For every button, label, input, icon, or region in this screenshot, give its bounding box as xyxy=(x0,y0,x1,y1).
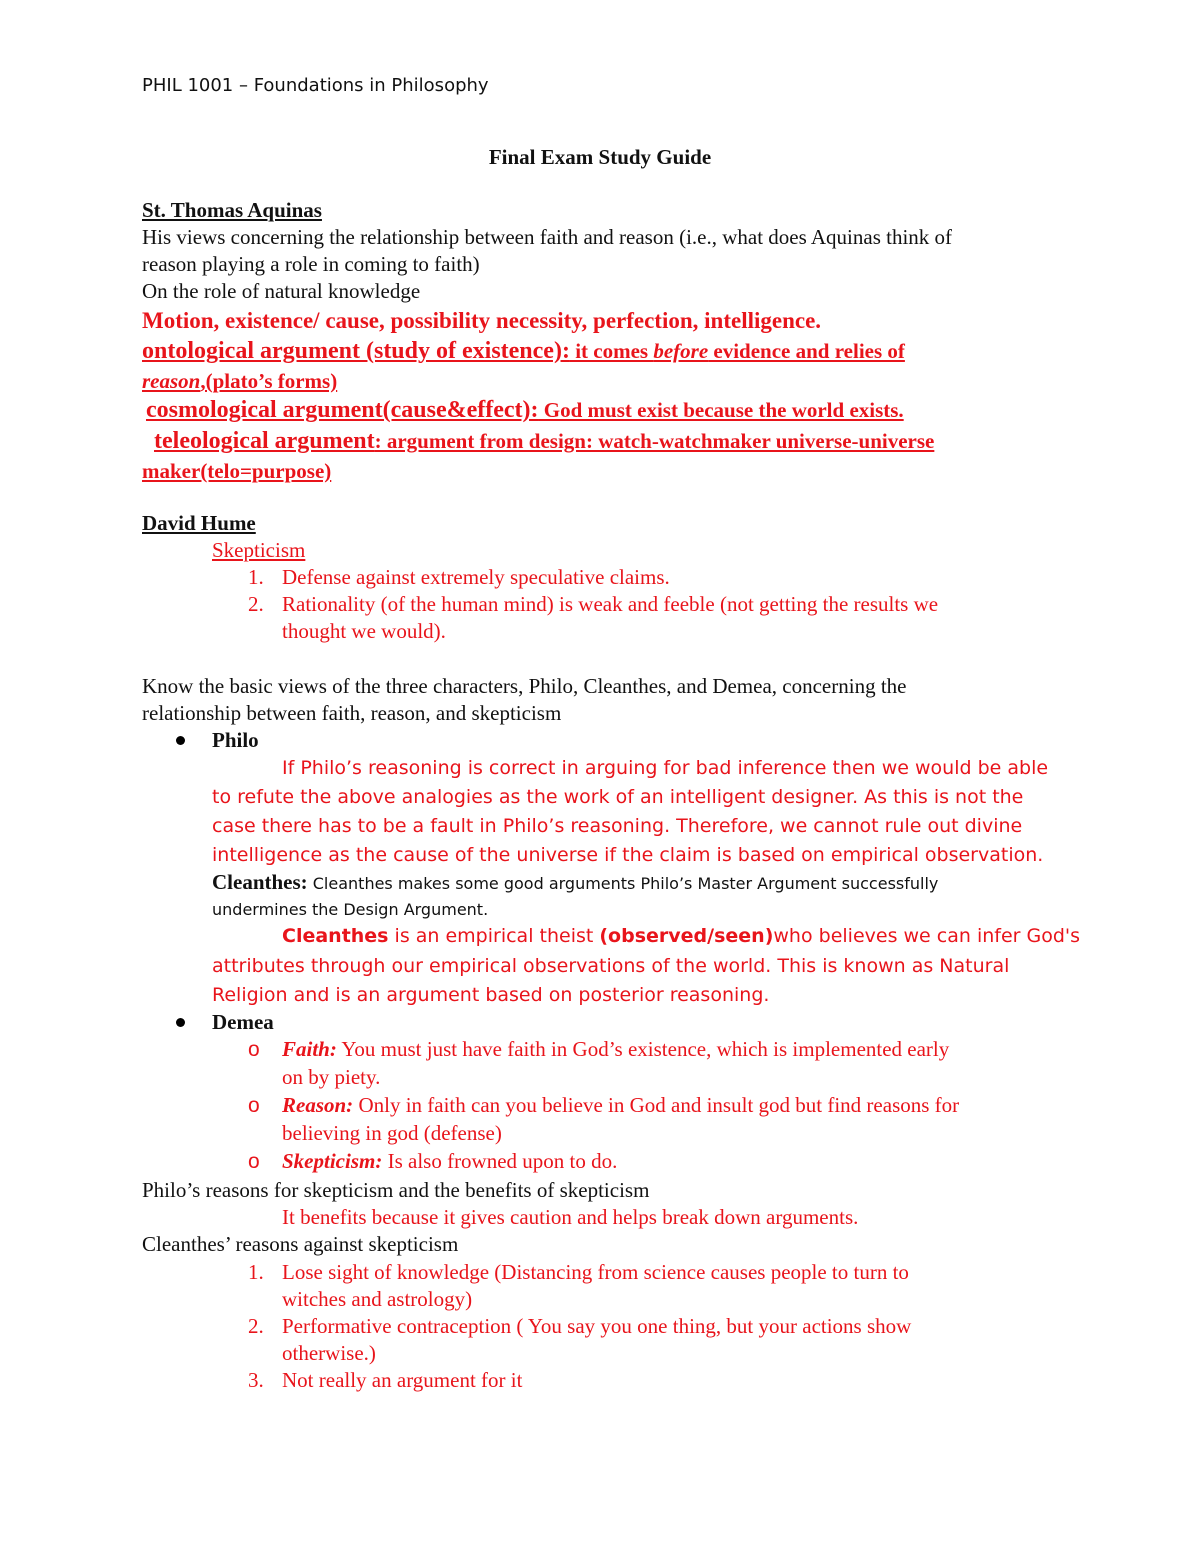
demea-skepticism-term: Skepticism: xyxy=(282,1149,383,1173)
section-heading-hume: David Hume xyxy=(142,511,256,535)
list-number: 1. xyxy=(248,1260,264,1284)
cleanthes-reason-3: Not really an argument for it xyxy=(282,1368,523,1392)
philo-reasons-heading: Philo’s reasons for skepticism and the benefits of skepticism xyxy=(142,1178,650,1202)
philo-para-3: case there has to be a fault in Philo’s reasoning. Therefore, we cannot rule out divine xyxy=(212,815,1023,837)
cleanthes-text-1: Cleanthes makes some good arguments Philo’s Master Argument successfully xyxy=(307,874,939,893)
ontological-text-a: it comes xyxy=(569,339,654,363)
cleanthes-red-a: is an empirical theist xyxy=(388,925,600,947)
ontological-line-2 xyxy=(142,368,337,395)
demea-skepticism-text: Is also frowned upon to do. xyxy=(382,1149,618,1173)
hume-item-2-cont: thought we would). xyxy=(282,619,446,643)
demea-faith-text: You must just have faith in God’s existence, which is implemented early xyxy=(336,1037,950,1061)
ontological-reason: reason xyxy=(142,369,201,393)
demea-faith-line xyxy=(282,1036,949,1063)
list-number: 1. xyxy=(248,565,264,589)
section-heading-aquinas: St. Thomas Aquinas xyxy=(142,198,322,222)
ontological-text-b: evidence and relies of xyxy=(708,339,905,363)
aquinas-line-3: On the role of natural knowledge xyxy=(142,279,421,303)
page-header: PHIL 1001 – Foundations in Philosophy xyxy=(142,75,489,96)
cosmological-line xyxy=(146,397,904,424)
philo-para-1: If Philo’s reasoning is correct in arguing for bad inference then we would be able xyxy=(282,757,1049,779)
list-number: 3. xyxy=(248,1368,264,1392)
teleological-line-2: maker(telo=purpose) xyxy=(142,459,332,483)
demea-faith-term: Faith: xyxy=(282,1037,337,1061)
ontological-before: before xyxy=(653,339,709,363)
philo-para-2: to refute the above analogies as the work of an intelligent designer. As this is not the xyxy=(212,786,1024,808)
demea-reason-text: Only in faith can you believe in God and insult god but find reasons for xyxy=(353,1093,960,1117)
demea-skepticism-line xyxy=(282,1148,617,1175)
demea-label: Demea xyxy=(212,1010,274,1034)
aquinas-line-1: His views concerning the relationship between faith and reason (i.e., what does Aquinas think of xyxy=(142,225,953,249)
know-line-1: Know the basic views of the three characters, Philo, Cleanthes, and Demea, concerning the xyxy=(142,674,907,698)
cleanthes-reason-1-cont: witches and astrology) xyxy=(282,1287,473,1311)
hume-skepticism: Skepticism xyxy=(212,538,306,562)
ontological-line xyxy=(142,338,905,365)
demea-reason-term: Reason: xyxy=(282,1093,354,1117)
cleanthes-text-2: undermines the Design Argument. xyxy=(212,900,489,919)
cleanthes-label: Cleanthes: xyxy=(212,870,308,894)
cleanthes-red-2: attributes through our empirical observations of the world. This is known as Natural xyxy=(212,955,1010,977)
five-ways-line: Motion, existence/ cause, possibility necessity, perfection, intelligence. xyxy=(142,308,822,333)
cleanthes-reason-1: Lose sight of knowledge (Distancing from science causes people to turn to xyxy=(282,1260,909,1284)
aquinas-line-2: reason playing a role in coming to faith) xyxy=(142,252,480,276)
cosmological-term: cosmological argument(cause&effect): xyxy=(146,397,539,423)
demea-faith-cont: on by piety. xyxy=(282,1065,381,1089)
cleanthes-red-name: Cleanthes xyxy=(282,925,389,947)
cleanthes-reasons-heading: Cleanthes’ reasons against skepticism xyxy=(142,1232,459,1256)
ontological-term: ontological argument (study of existence): xyxy=(142,338,570,364)
cleanthes-line-1 xyxy=(212,869,938,897)
teleological-term: teleological argument xyxy=(154,428,375,454)
hume-item-1: Defense against extremely speculative claims. xyxy=(282,565,670,589)
cleanthes-red-3: Religion and is an argument based on posterior reasoning. xyxy=(212,984,770,1006)
teleological-line xyxy=(154,428,934,455)
demea-reason-cont: believing in god (defense) xyxy=(282,1121,502,1145)
circle-bullet-icon: o xyxy=(248,1150,260,1173)
cleanthes-red-paren: (observed/seen) xyxy=(599,925,774,947)
cosmological-text: God must exist because the world exists. xyxy=(538,398,904,422)
cleanthes-reason-2-cont: otherwise.) xyxy=(282,1341,376,1365)
hume-item-2: Rationality (of the human mind) is weak and feeble (not getting the results we xyxy=(282,592,939,616)
philo-para-4: intelligence as the cause of the universe if the claim is based on empirical observation. xyxy=(212,844,1044,866)
teleological-text: : argument from design: watch-watchmaker universe-universe xyxy=(374,429,935,453)
cleanthes-red-b: who believes we can infer God's xyxy=(773,925,1081,947)
philo-reasons-answer: It benefits because it gives caution and helps break down arguments. xyxy=(282,1205,859,1229)
know-line-2: relationship between faith, reason, and skepticism xyxy=(142,701,562,725)
ontological-text-c: ,(plato’s forms) xyxy=(200,369,338,393)
demea-reason-line xyxy=(282,1092,959,1119)
list-number: 2. xyxy=(248,1314,264,1338)
cleanthes-red-1 xyxy=(282,922,1080,950)
bullet-icon xyxy=(176,736,185,745)
cleanthes-reason-2: Performative contraception ( You say you one thing, but your actions show xyxy=(282,1314,912,1338)
circle-bullet-icon: o xyxy=(248,1094,260,1117)
list-number: 2. xyxy=(248,592,264,616)
circle-bullet-icon: o xyxy=(248,1038,260,1061)
philo-label: Philo xyxy=(212,728,259,752)
bullet-icon xyxy=(176,1018,185,1027)
document-title: Final Exam Study Guide xyxy=(488,145,712,169)
